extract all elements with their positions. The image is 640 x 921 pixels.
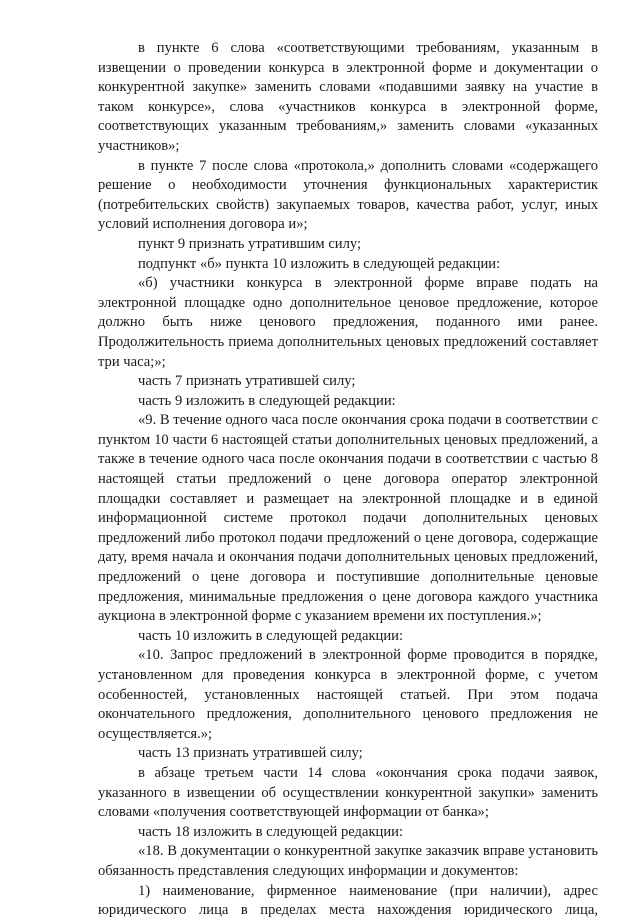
paragraph-8: «9. В течение одного часа после окончания срока подачи в соответствии с пунктом 10 части 6 настоящей статьи дополнительных ценовых предложений, а также в течение одного часа после окончания подачи в соответствии с частью 8 настоящей статьи предложений о цене договора оператор электронной площадки составляет и размещает на электронной площадке и в единой информационной системе протокол подачи дополнительных ценовых предложений либо протокол подачи предложений о цене договора, содержащие дату, время начала и окончания подачи дополнительных ценовых предложений, предложений о цене договора и поступившие дополнительные ценовые предложения, минимальные предложения о цене договора каждого участника аукциона в электронной форме с указанием времени их поступления.»; [98,412,598,625]
paragraph-11: часть 13 признать утратившей силу; [138,745,363,762]
paragraph-7: часть 9 изложить в следующей редакции: [138,392,396,409]
paragraph-15: 1) наименование, фирменное наименование (при наличии), адрес юридического лица в пределах места нахождения юридического лица, [98,882,598,919]
paragraph-2: в пункте 7 после слова «протокола,» дополнить словами «содержащего решение о необходимости уточнения функциональных характеристик (потребительских свойств) закупаемых товаров, качества работ, услуг, иных условий исполнения договора и»; [98,157,598,233]
paragraph-4: подпункт «б» пункта 10 изложить в следующей редакции: [138,255,501,272]
paragraph-12: в абзаце третьем части 14 слова «окончания срока подачи заявок, указанного в извещении об осуществлении конкурентной закупки» заменить словами «получения соответствующей информации от банка»; [98,764,598,821]
paragraph-6: часть 7 признать утратившей силу; [138,373,356,390]
paragraph-5: «б) участники конкурса в электронной форме вправе подать на электронной площадке одно дополнительное ценовое предложение, которое должно быть ниже ценового предложения, поданного ими ранее. Продолжительность приема дополнительных ценовых предложений составляет три часа;»; [98,275,598,370]
paragraph-10: «10. Запрос предложений в электронной форме проводится в порядке, установленном для проведения конкурса в электронной форме, с учетом особенностей, установленных настоящей статьей. При этом подача окончательного предложения, дополнительного ценового предложения не осуществляется.»; [98,647,598,742]
paragraph-9: часть 10 изложить в следующей редакции: [138,627,404,644]
paragraph-3: пункт 9 признать утратившим силу; [138,235,362,252]
paragraph-14: «18. В документации о конкурентной закупке заказчик вправе установить обязанность представления следующих информации и документов: [98,843,598,879]
paragraph-13: часть 18 изложить в следующей редакции: [138,823,404,840]
paragraph-1: в пункте 6 слова «соответствующими требованиям, указанным в извещении о проведении конкурса в электронной форме и документации о конкурентной закупке» заменить словами «подавшими заявку на участие в таком конкурсе», слова «участников конкурса в электронной форме, соответствующих указанным требованиям,» заменить словами «указанных участников»; [98,40,598,154]
